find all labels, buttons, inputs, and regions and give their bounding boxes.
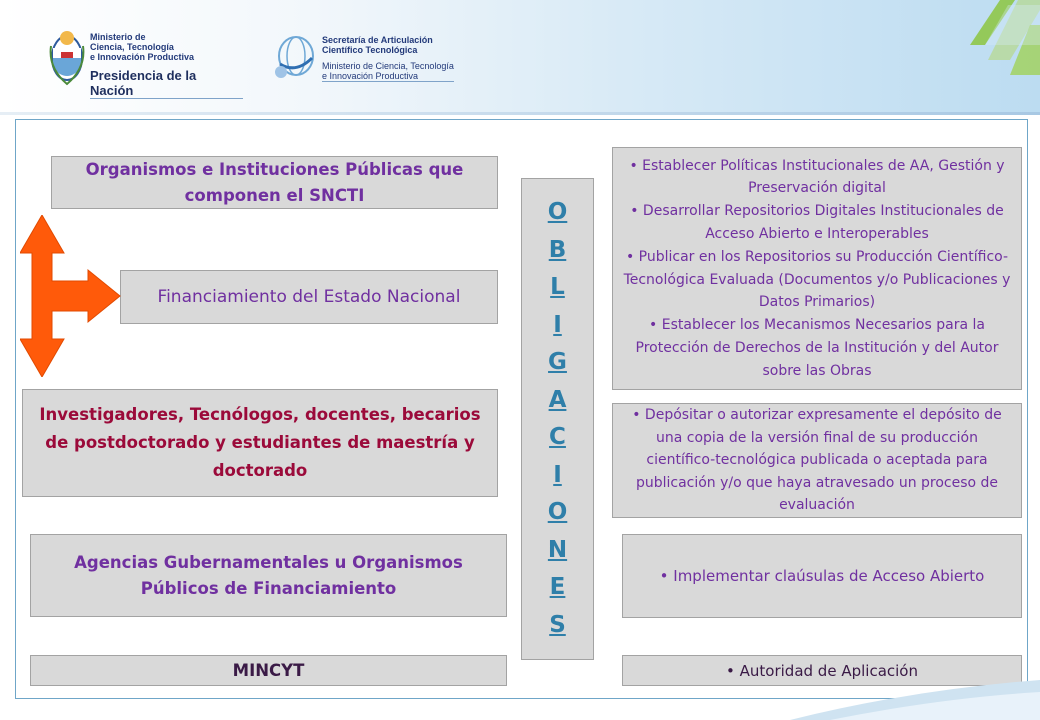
presidencia-label: Presidencia de la Nación <box>90 68 243 99</box>
box-organismos <box>51 156 498 209</box>
oblig-letter: A <box>548 386 567 413</box>
oblig-letter: I <box>553 311 562 338</box>
box-financiamiento <box>120 270 498 324</box>
logo2-line-1: Secretaría de Articulación <box>322 35 433 45</box>
decorative-curve <box>790 680 1040 720</box>
oblig-letter: B <box>548 236 567 263</box>
institucion-item-1: • Establecer Políticas Institucionales de AA, Gestión y Preservación digital <box>621 155 1013 201</box>
organismos-label: Organismos e Instituciones Públicas que componen el SNCTI <box>85 159 464 205</box>
agencias-label: Agencias Gubernamentales u Organismos Públicos de Financiamiento <box>74 552 463 598</box>
box-obligaciones-investigadores <box>612 403 1022 518</box>
oblig-letter: C <box>549 424 566 450</box>
header-separator <box>0 112 1040 115</box>
globe-icon <box>272 34 318 82</box>
oblig-letter: I <box>553 461 562 488</box>
box-mincyt <box>30 655 507 686</box>
financiamiento-label: Financiamiento del Estado Nacional <box>157 287 461 307</box>
ministerio-logo <box>48 28 243 98</box>
logo1-line-1: Ministerio de <box>90 32 146 42</box>
logo1-line-2: Ciencia, Tecnología <box>90 42 174 52</box>
investigadores-obligacion: • Depósitar o autorizar expresamente el depósito de una copia de la versión final de su producción científico-tecnológica publicada o aceptada para publicación y/o que haya atravesado un proceso de evaluación <box>621 404 1013 517</box>
investigadores-label: Investigadores, Tecnólogos, docentes, becarios de postdoctorado y estudiantes de maestría y doctorado <box>39 405 481 480</box>
oblig-letter: E <box>549 574 566 600</box>
logo2-line-2: Científico Tecnológica <box>322 45 418 55</box>
obligaciones-box <box>521 178 594 660</box>
oblig-letter: N <box>547 536 568 563</box>
mincyt-obligacion: • Autoridad de Aplicación <box>726 662 918 680</box>
oblig-letter: S <box>549 611 566 638</box>
escudo-icon <box>48 28 86 86</box>
logo2-line-3: Ministerio de Ciencia, Tecnología <box>322 61 454 71</box>
institucion-item-3: • Publicar en los Repositorios su Producción Científico-Tecnológica Evaluada (Documentos y/o Publicaciones y Datos Primarios) <box>621 246 1013 314</box>
orange-arrow-icon <box>20 215 122 377</box>
institucion-item-2: • Desarrollar Repositorios Digitales Institucionales de Acceso Abierto e Interoperables <box>621 200 1013 246</box>
institucion-item-4: • Establecer los Mecanismos Necesarios para la Protección de Derechos de la Institución y del Autor sobre las Obras <box>621 314 1013 382</box>
secretaria-logo <box>272 32 472 90</box>
oblig-letter: L <box>550 274 565 300</box>
oblig-letter: O <box>547 499 568 525</box>
box-investigadores <box>22 389 498 497</box>
box-obligaciones-instituciones <box>612 147 1022 390</box>
decorative-stripes <box>940 0 1040 113</box>
box-agencias <box>30 534 507 617</box>
agencias-obligacion: • Implementar claúsulas de Acceso Abierto <box>660 565 985 588</box>
box-obligaciones-agencias <box>622 534 1022 618</box>
logo1-line-3: e Innovación Productiva <box>90 52 195 62</box>
logo2-line-4: e Innovación Productiva <box>322 71 454 82</box>
oblig-letter: G <box>548 349 567 375</box>
mincyt-label: MINCYT <box>232 661 305 680</box>
oblig-letter: O <box>547 199 568 225</box>
